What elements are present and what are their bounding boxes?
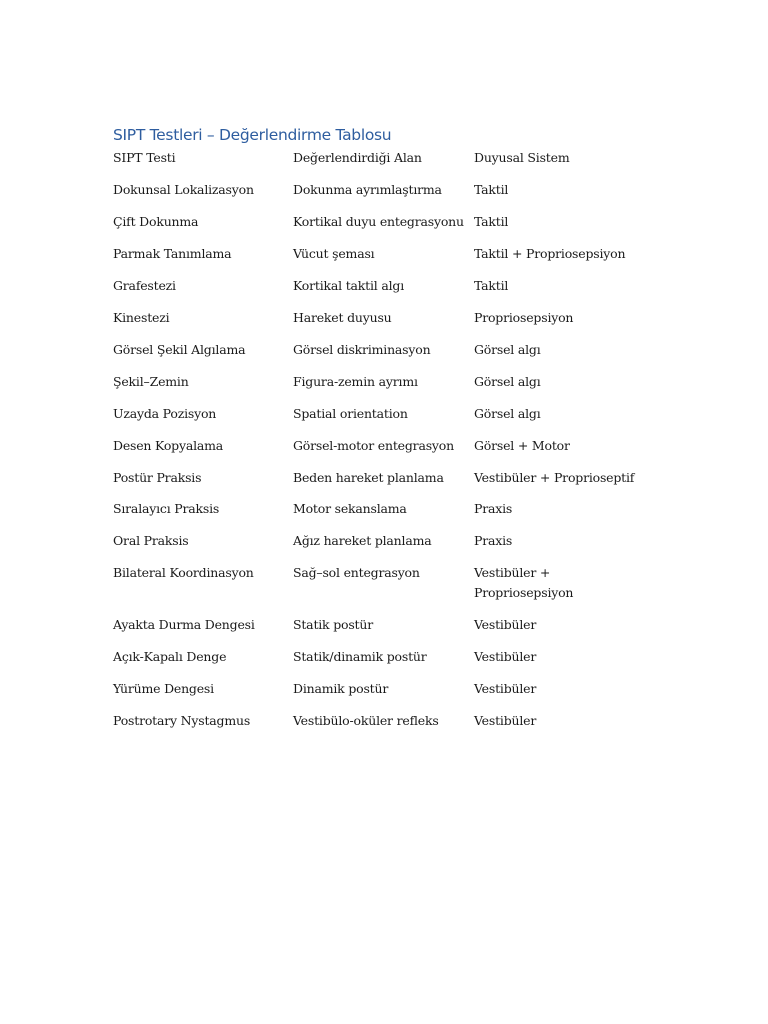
- cell-test: Oral Praksis: [113, 533, 189, 548]
- cell-area: Görsel-motor entegrasyon: [293, 438, 454, 453]
- cell-test: Çift Dokunma: [113, 214, 199, 229]
- header-degerlendirdigi-alan: Değerlendirdiği Alan: [293, 150, 422, 165]
- cell-system: Vestibüler: [474, 617, 537, 632]
- cell-test: Yürüme Dengesi: [113, 681, 214, 696]
- cell-area: Dinamik postür: [293, 681, 389, 696]
- cell-area: Ağız hareket planlama: [293, 533, 432, 548]
- cell-system: Taktil: [474, 278, 509, 293]
- cell-area: Vücut şeması: [293, 246, 375, 261]
- cell-system: Görsel + Motor: [474, 438, 570, 453]
- cell-area: Vestibülo-oküler refleks: [293, 713, 439, 728]
- cell-test: Desen Kopyalama: [113, 438, 224, 453]
- cell-test: Şekil–Zemin: [113, 374, 189, 389]
- cell-system: Vestibüler + Proprioseptif: [474, 470, 635, 485]
- cell-area: Kortikal taktil algı: [293, 278, 405, 293]
- header-duyusal-sistem: Duyusal Sistem: [474, 150, 570, 165]
- cell-area: Hareket duyusu: [293, 310, 392, 325]
- cell-test: Ayakta Durma Dengesi: [113, 617, 255, 632]
- cell-area: Statik postür: [293, 617, 373, 632]
- cell-area: Spatial orientation: [293, 406, 408, 421]
- cell-area: Beden hareket planlama: [293, 470, 444, 485]
- cell-system: Görsel algı: [474, 406, 541, 421]
- header-sipt-testi: SIPT Testi: [113, 150, 176, 165]
- cell-test: Postrotary Nystagmus: [113, 713, 251, 728]
- cell-system: Taktil + Propriosepsiyon: [474, 246, 626, 261]
- cell-area: Görsel diskriminasyon: [293, 342, 431, 357]
- cell-test: Uzayda Pozisyon: [113, 406, 217, 421]
- cell-system: Taktil: [474, 214, 509, 229]
- cell-system: Propriosepsiyon: [474, 310, 574, 325]
- cell-test: Bilateral Koordinasyon: [113, 565, 254, 580]
- cell-area: Sağ–sol entegrasyon: [293, 565, 420, 580]
- document-title: SIPT Testleri – Değerlendirme Tablosu: [113, 126, 392, 144]
- cell-test: Açık-Kapalı Denge: [113, 649, 227, 664]
- cell-test: Kinestezi: [113, 310, 170, 325]
- cell-system: Praxis: [474, 533, 513, 548]
- cell-system: Taktil: [474, 182, 509, 197]
- cell-system: Vestibüler + Propriosepsiyon: [474, 565, 574, 600]
- cell-area: Kortikal duyu entegrasyonu: [293, 214, 464, 229]
- cell-area: Dokunma ayrımlaştırma: [293, 182, 442, 197]
- cell-system: Görsel algı: [474, 342, 541, 357]
- cell-test: Sıralayıcı Praksis: [113, 501, 220, 516]
- cell-area: Figura-zemin ayrımı: [293, 374, 418, 389]
- cell-test: Parmak Tanımlama: [113, 246, 232, 261]
- cell-system: Vestibüler: [474, 681, 537, 696]
- cell-test: Dokunsal Lokalizasyon: [113, 182, 254, 197]
- cell-area: Motor sekanslama: [293, 501, 407, 516]
- cell-system: Vestibüler: [474, 649, 537, 664]
- cell-system: Vestibüler: [474, 713, 537, 728]
- cell-test: Postür Praksis: [113, 470, 202, 485]
- cell-system: Praxis: [474, 501, 513, 516]
- cell-test: Grafestezi: [113, 278, 176, 293]
- cell-test: Görsel Şekil Algılama: [113, 342, 246, 357]
- cell-system: Görsel algı: [474, 374, 541, 389]
- cell-area: Statik/dinamik postür: [293, 649, 427, 664]
